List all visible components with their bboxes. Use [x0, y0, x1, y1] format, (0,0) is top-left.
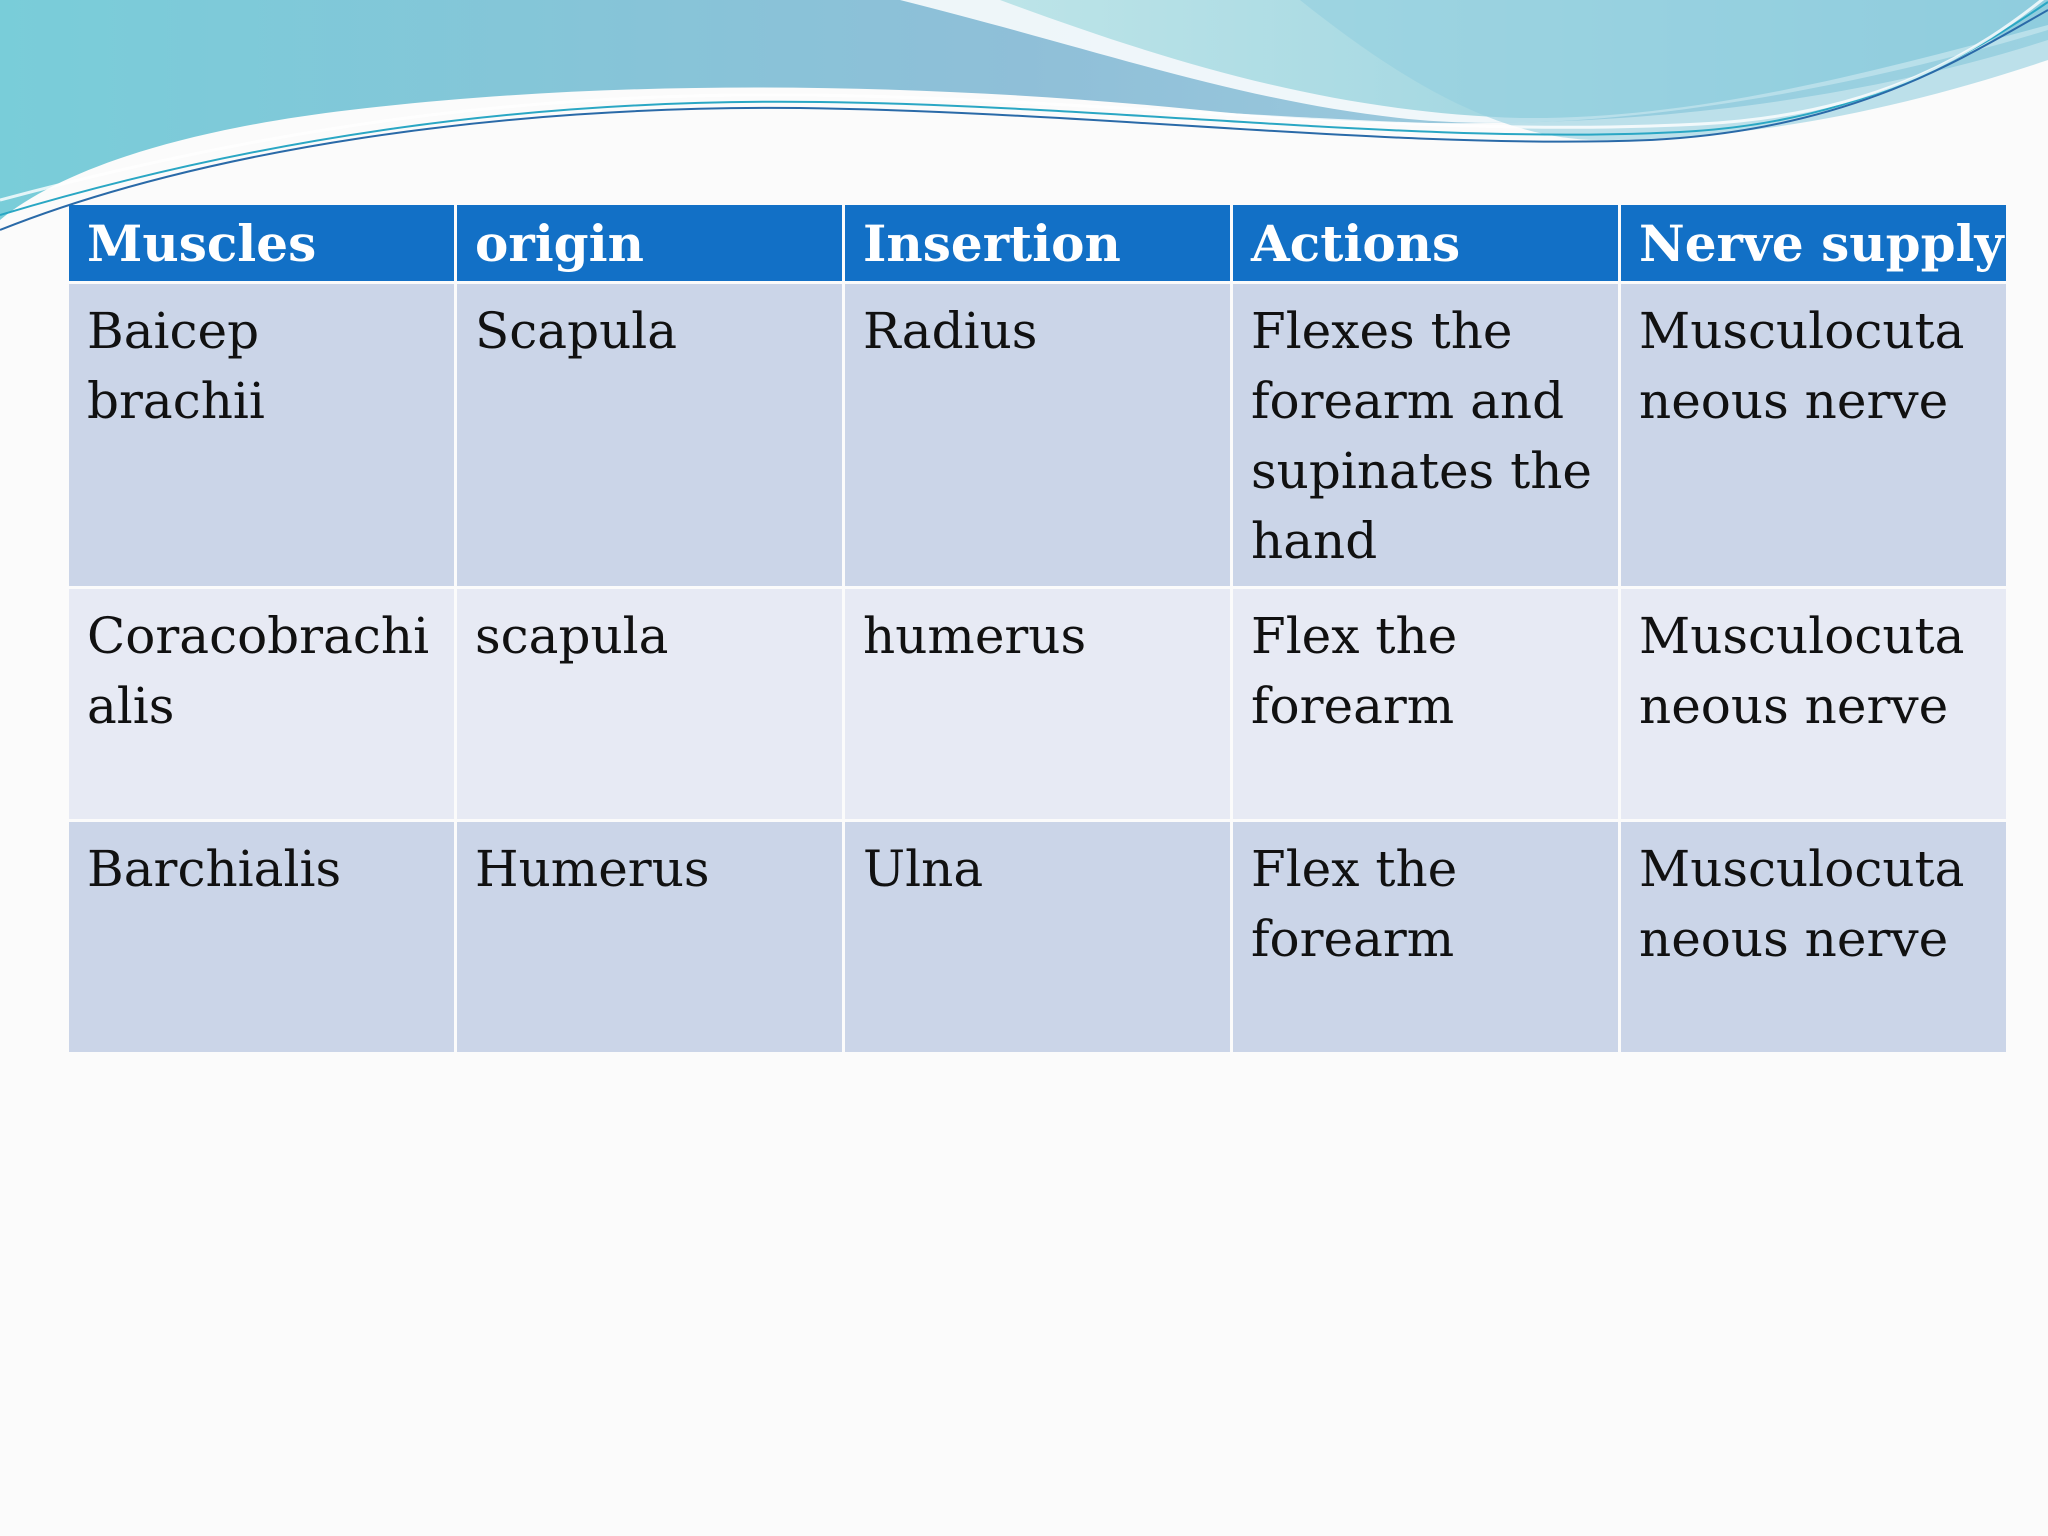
cell-muscle [69, 284, 454, 586]
header-nerve-supply: Nerve supply [1621, 205, 2006, 281]
cell-actions [1233, 589, 1618, 819]
cell-nerve-supply: Musculocutaneous nerve [1621, 589, 2006, 819]
table-row [69, 589, 2006, 819]
muscle-table-container [69, 205, 2004, 1052]
muscle-table [66, 202, 2009, 1055]
header-actions: Actions [1233, 205, 1618, 281]
cell-nerve-supply: Musculocutaneous nerve [1621, 822, 2006, 1052]
cell-nerve-supply: Musculocutaneous nerve [1621, 284, 2006, 586]
cell-text: Flexes the forearm and supinates the hand [1251, 302, 1592, 570]
table-row [69, 284, 2006, 586]
header-insertion: Insertion [845, 205, 1230, 281]
cell-actions [1233, 284, 1618, 586]
header-origin: origin [457, 205, 842, 281]
cell-origin: Humerus [457, 822, 842, 1052]
header-muscles: Muscles [69, 205, 454, 281]
cell-origin: Scapula [457, 284, 842, 586]
table-header-row [69, 205, 2006, 281]
cell-insertion: Ulna [845, 822, 1230, 1052]
cell-insertion: humerus [845, 589, 1230, 819]
cell-text: Flex the forearm [1251, 840, 1458, 968]
cell-muscle: Coracobrachialis [69, 589, 454, 819]
table-row [69, 822, 2006, 1052]
cell-actions [1233, 822, 1618, 1052]
cell-muscle: Barchialis [69, 822, 454, 1052]
cell-insertion: Radius [845, 284, 1230, 586]
cell-text: Flex the forearm [1251, 607, 1458, 735]
cell-origin: scapula [457, 589, 842, 819]
cell-text: Baicep brachii [87, 302, 265, 430]
